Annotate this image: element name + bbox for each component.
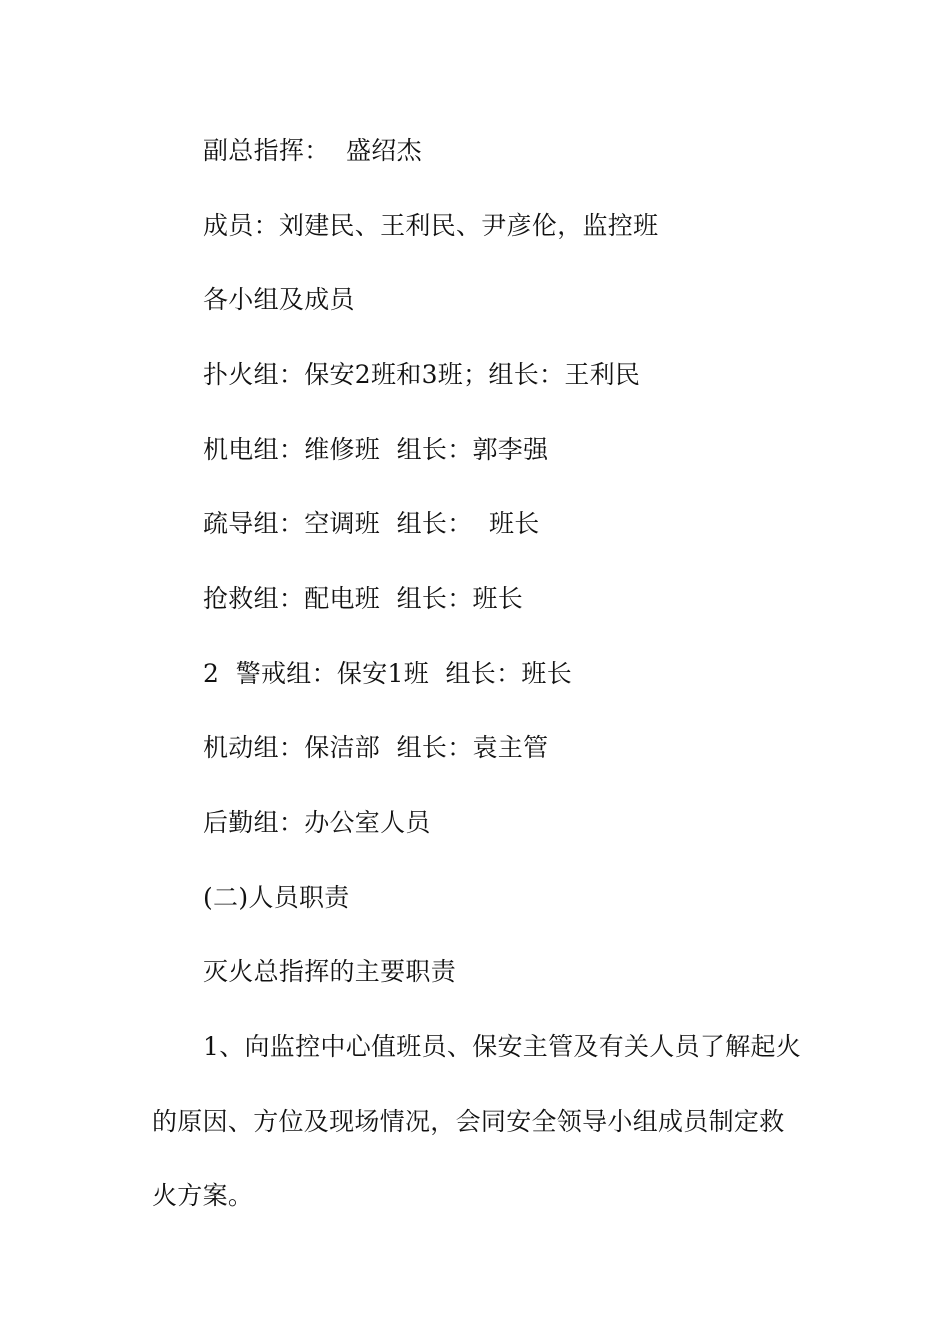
paragraph-line: 火方案。 <box>152 1181 254 1210</box>
text-line-deputy-commander: 副总指挥： 盛绍杰 <box>203 136 422 165</box>
text-line-groups-heading: 各小组及成员 <box>203 285 355 314</box>
section-heading-duties: (二)人员职责 <box>203 883 350 912</box>
text-line-electromechanical-group: 机电组：维修班 组长：郭李强 <box>203 435 549 464</box>
text-line-rescue-group: 抢救组：配电班 组长：班长 <box>203 584 524 613</box>
paragraph-line: 1、向监控中心值班员、保安主管及有关人员了解起火 <box>203 1032 802 1061</box>
paragraph-line: 的原因、方位及现场情况，会同安全领导小组成员制定救 <box>152 1107 785 1136</box>
text-line-logistics-group: 后勤组：办公室人员 <box>203 808 431 837</box>
text-line-firefighting-group: 扑火组：保安2班和3班；组长：王利民 <box>203 360 641 389</box>
text-line-mobile-group: 机动组：保洁部 组长：袁主管 <box>203 733 549 762</box>
subheading-commander-duties: 灭火总指挥的主要职责 <box>203 957 457 986</box>
text-line-security-group: 2 警戒组：保安1班 组长：班长 <box>203 659 572 688</box>
text-line-members: 成员：刘建民、王利民、尹彦伦，监控班 <box>203 211 659 240</box>
text-line-evacuation-group: 疏导组：空调班 组长： 班长 <box>203 509 540 538</box>
